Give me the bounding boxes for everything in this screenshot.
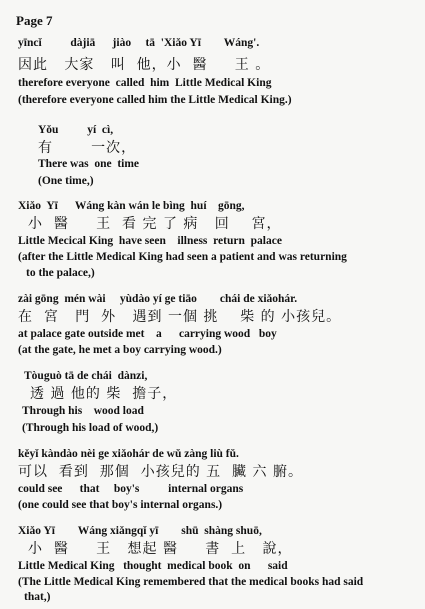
english-gloss-line: could see that boy's internal organs <box>18 483 244 495</box>
pinyin-line: kěyǐ kàndào nèi ge xiǎohár de wǔ zàng liù fǔ. <box>18 448 239 460</box>
translation-line: (therefore everyone called him the Little Medical King.) <box>18 94 292 106</box>
chinese-line: 有 一次， <box>38 140 137 156</box>
pinyin-line: zài gōng mén wài yùdào yí ge tiāo chái de xiǎohár. <box>18 293 298 305</box>
english-gloss-line: at palace gate outside met a carrying wood boy <box>18 328 277 340</box>
translation-line-continued: that,) <box>24 591 51 603</box>
translation-line: (The Little Medical King remembered that the medical books had said <box>18 576 364 588</box>
chinese-line: 可以 看到 那個 小孩兒的 五 臟 六 腑。 <box>18 464 303 480</box>
translation-line-continued: to the palace,) <box>26 267 95 279</box>
english-gloss-line: Little Medical King thought medical book on said <box>18 560 288 572</box>
translation-line: (one could see that boy's internal organs.) <box>18 499 223 511</box>
pinyin-line: Yǒu yí cì, <box>38 124 114 136</box>
translation-line: (at the gate, he met a boy carrying wood.) <box>18 344 222 356</box>
chinese-line: 小 醫 王 想起 醫 書 上 說， <box>28 541 293 557</box>
english-gloss-line: Through his wood load <box>22 405 144 417</box>
pinyin-line: Xiǎo Yī Wáng xiǎngqǐ yī shū shàng shuō, <box>18 525 262 537</box>
page-label: Page 7 <box>16 13 53 28</box>
english-gloss-line: therefore everyone called him Little Medical King <box>18 77 272 89</box>
chinese-line: 小 醫 王 看 完 了 病 回 宮， <box>28 216 282 232</box>
translation-line: (after the Little Medical King had seen a patient and was returning <box>18 251 347 263</box>
english-gloss-line: Little Mecical King have seen illness return palace <box>18 235 282 247</box>
translation-line: (Through his load of wood,) <box>22 422 159 434</box>
chinese-line: 透 過 他的 柴 擔子， <box>30 386 178 402</box>
pinyin-line: yīncǐ dàjiā jiào tā 'Xiǎo Yī Wáng'. <box>18 37 260 49</box>
pinyin-line: Xiǎo Yī Wáng kàn wán le bìng huí gōng, <box>18 200 245 212</box>
translation-line: (One time,) <box>38 175 94 187</box>
chinese-line: 因此 大家 叫 他，小 醫 王 。 <box>18 57 271 73</box>
pinyin-line: Tòuguò tā de chái dànzi, <box>24 370 148 382</box>
english-gloss-line: There was one time <box>38 158 140 170</box>
chinese-line: 在 宮 門 外 遇到 一個 挑 柴 的 小孩兒。 <box>18 309 342 325</box>
